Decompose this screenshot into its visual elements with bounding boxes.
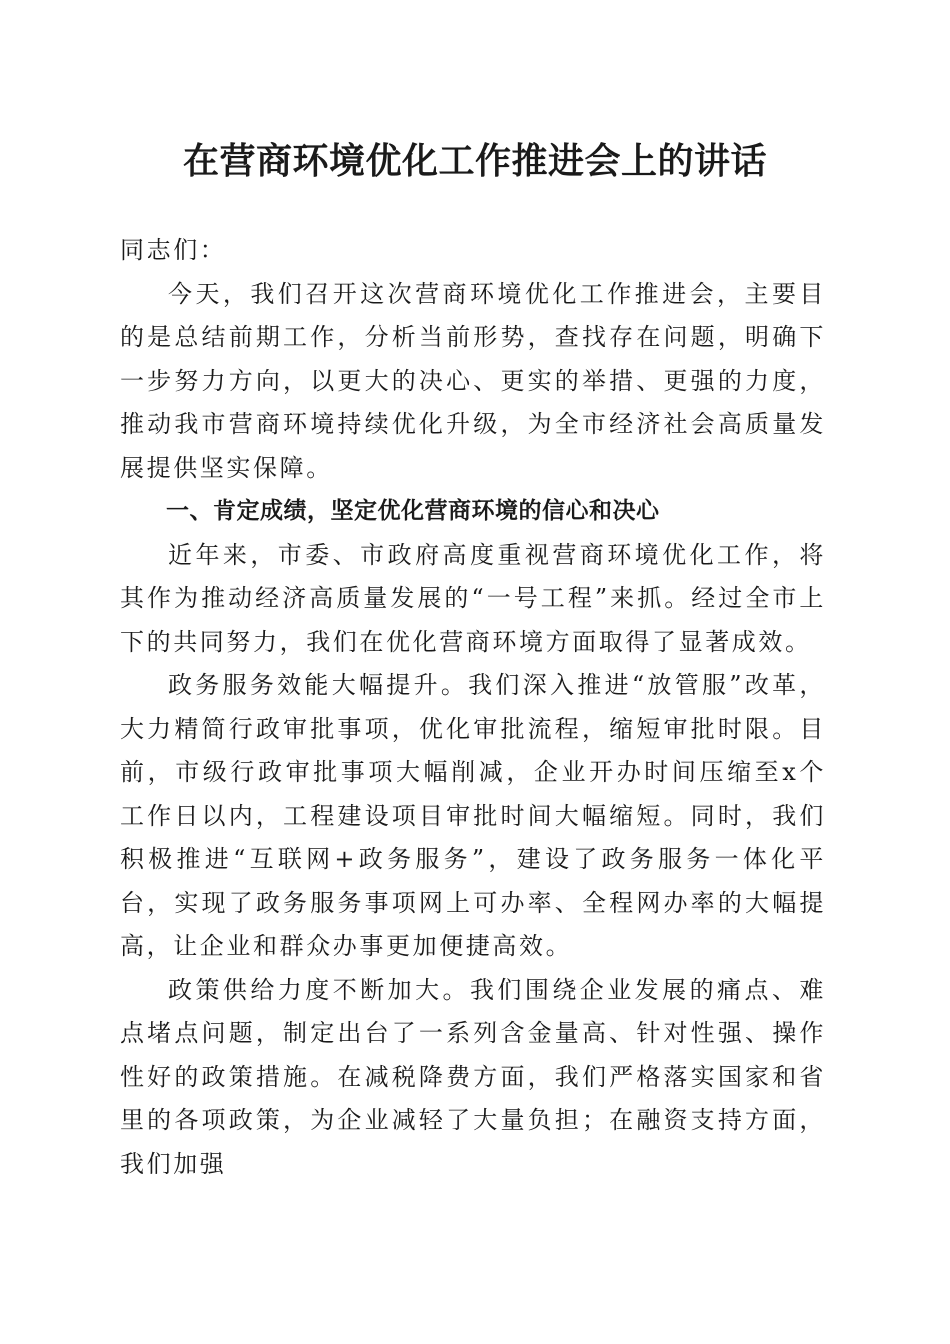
paragraph-intro: 今天，我们召开这次营商环境优化工作推进会，主要目的是总结前期工作，分析当前形势，查找存在问题，明确下一步努力方向，以更大的决心、更实的举措、更强的力度，推动我市营商环境持续优化升级，为全市经济社会高质量发展提供坚实保障。: [120, 279, 826, 482]
paragraph-government-services: 政务服务效能大幅提升。我们深入推进“放管服”改革，大力精简行政审批事项，优化审批流程，缩短审批时限。目前，市级行政审批事项大幅削减，企业开办时间压缩至x个工作日以内，工程建设项目审批时间大幅缩短。同时，我们积极推进“互联网+政务服务”，建设了政务服务一体化平台，实现了政务服务事项网上可办率、全程网办率的大幅提高，让企业和群众办事更加便捷高效。: [120, 671, 826, 960]
paragraph-overview: 近年来，市委、市政府高度重视营商环境优化工作，将其作为推动经济高质量发展的“一号工程”来抓。经过全市上下的共同努力，我们在优化营商环境方面取得了显著成效。: [120, 540, 826, 656]
document-body: [120, 229, 826, 1186]
document-title: 在营商环境优化工作推进会上的讲话: [182, 140, 767, 182]
paragraph-policy-supply: 政策供给力度不断加大。我们围绕企业发展的痛点、难点堵点问题，制定出台了一系列含金量高、针对性强、操作性好的政策措施。在减税降费方面，我们严格落实国家和省里的各项政策，为企业减轻了大量负担；在融资支持方面，我们加强: [120, 975, 826, 1178]
section-heading: 一、肯定成绩，坚定优化营商环境的信心和决心: [166, 498, 660, 524]
salutation: 同志们：: [120, 236, 227, 264]
